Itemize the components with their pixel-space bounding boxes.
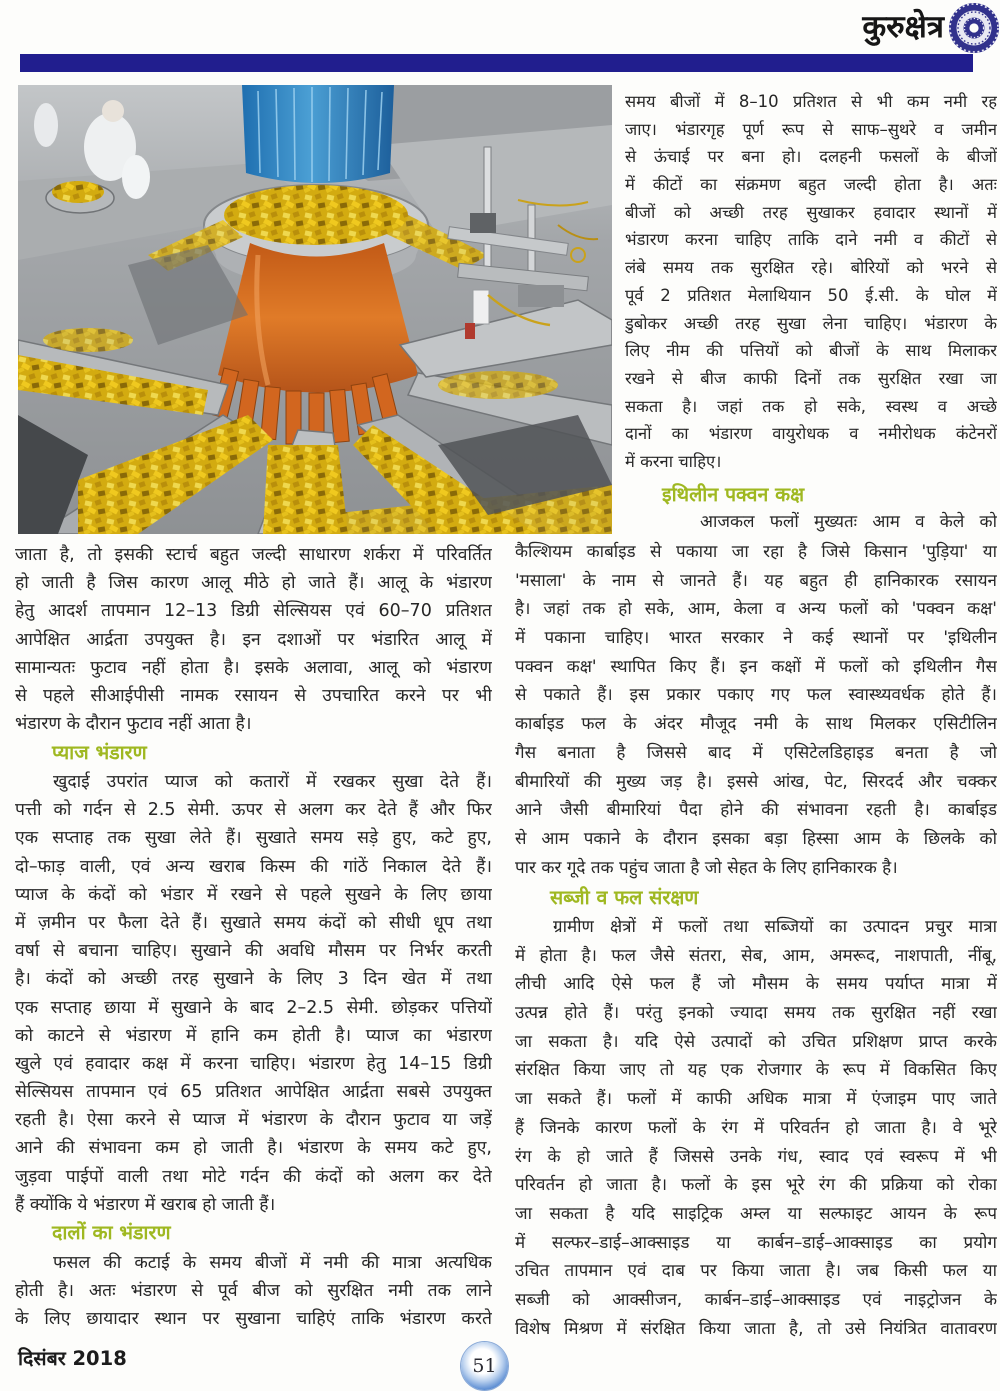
potato-storage-paragraph: जाता है, तो इसकी स्टार्च बहुत जल्दी साधारण शर्करा में परिवर्तित हो जाती है जिस कारण आलू मीठे हो जाते हैं। आलू के भंडारण हेतु आदर्श तापमान 12–13 डिग्री सेल्सियस एवं 60–70 प्रतिशत आपेक्षित आर्द्रता उपयुक्त है। इन दशाओं पर भंडारित आलू में सामान्यतः फुटाव नहीं होता है। इसके अलावा, आलू को भंडारण से पहले सीआईपीसी नामक रसायन से उपचारित करने पर भी भंडारण के दौरान फुटाव नहीं आता है।	[15, 545, 492, 735]
preservation-paragraph: ग्रामीण क्षेत्रों में फलों तथा सब्जियों का उत्पादन प्रचुर मात्रा में होता है। फल जैसे संतरा, सेब, आम, अमरूद, नाशपाती, नींबू, लीची आदि ऐसे फल हैं जो मौसम के समय पर्याप्त मात्रा में उत्पन्न होते हैं। परंतु इनको ज्यादा समय तक सुरक्षित नहीं रखा जा सकता है। यदि ऐसे उत्पादों को उचित प्रशिक्षण प्राप्त करके संरक्षित किया जाए तो यह एक रोजगार के रूप में विकसित किए जा सकते हैं। फलों में काफी अधिक मात्रा में एंजाइम पाए जाते हैं जिनके कारण फलों के रंग में परिवर्तन हो जाता है। वे भूरे रंग के हो जाते हैं जिससे उनके गंध, स्वाद एवं स्वरूप में भी परिवर्तन हो जाता है। फलों के इस भूरे रंग की प्रक्रिया को रोका जा सकता है यदि साइट्रिक अम्ल या सल्फाइट आयन के रूप में सल्फर–डाई–आक्साइड या कार्बन–डाई–आक्साइड का प्रयोग उचित तापमान एवं दाब पर किया जाता है। जब किसी फल या सब्जी को आक्सीजन, कार्बन–डाई–आक्साइड एवं नाइट्रोजन के विशेष मिश्रण में संरक्षित किया जाता है, तो उसे नियंत्रित वातावरण	[515, 917, 997, 1339]
fruit-veg-preservation-heading: सब्जी व फल संरक्षण	[550, 886, 699, 909]
header-accent-bar	[20, 54, 973, 72]
red-tag	[465, 323, 475, 339]
page-number: 51	[472, 1355, 497, 1377]
kurukshetra-emblem-icon	[948, 1, 1000, 55]
pulses-storage-heading: दालों का भंडारण	[52, 1221, 171, 1244]
seed-storage-paragraph: समय बीजों में 8–10 प्रतिशत से भी कम नमी रह जाए। भंडारगृह पूर्ण रूप से साफ–सुथरे व जमीन से ऊंचाई पर बना हो। दलहनी फसलों के बीजों में कीटों का संक्रमण बहुत जल्दी होता है। अतः बीजों को अच्छी तरह सुखाकर हवादार स्थानों में भंडारण करना चाहिए ताकि दाने नमी व कीटों से लंबे समय तक सुरक्षित रहे। बोरियों को भरने से पूर्व 2 प्रतिशत मेलाथियान 50 ई.सी. के घोल में डुबोकर अच्छी तरह सुखा लेना चाहिए। भंडारण के लिए नीम की पत्तियों को बीजों के साथ मिलाकर रखने से बीज काफी दिनों तक सुरक्षित रखा जा सकता है। जहां तक हो सके, स्वस्थ व अच्छे दानों का भंडारण वायुरोधक व नमीरोधक कंटेनरों में करना चाहिए।	[625, 92, 997, 471]
onion-storage-heading: प्याज भंडारण	[52, 741, 147, 764]
ethylene-paragraph: कैल्शियम कार्बाइड से पकाया जा रहा है जिसे किसान 'पुड़िया' या 'मसाला' के नाम से जानते हैं। यह बहुत ही हानिकारक रसायन है। जहां तक हो सके, आम, केला व अन्य फलों को 'पक्वन कक्ष' में पकाना चाहिए। भारत सरकार ने कई स्थानों पर 'इथिलीन पक्वन कक्ष' स्थापित किए हैं। इन कक्षों में फलों को इथिलीन गैस से पकाते हैं। इस प्रकार पकाए गए फल स्वास्थ्यवर्धक होते हैं। कार्बाइड फल के अंदर मौजूद नमी के साथ मिलकर एसिटीलिन गैस बनाता है जिससे बाद में एसिटेलडिहाइड बनता है जो बीमारियों की मुख्य जड़ है। इससे आंख, पेट, सिरदर्द और चक्कर आने जैसी बीमारियां पैदा होने की संभावना रहती है। कार्बाइड से आम पकाने के दौरान इसका बड़ा हिस्सा आम के छिलके को पार कर गूदे तक पहुंच जाता है जो सेहत के लिए हानिकारक है।	[515, 542, 997, 878]
page-number-badge	[461, 1342, 508, 1390]
pulses-storage-paragraph: फसल की कटाई के समय बीजों में नमी की मात्रा अत्यधिक होती है। अतः भंडारण से पूर्व बीज को सुरक्षित नमी तक लाने के लिए छायादार स्थान पर सुखाना चाहिएं ताकि भंडारण करते	[15, 1253, 492, 1330]
blue-hopper	[242, 85, 394, 183]
onion-storage-paragraph: खुदाई उपरांत प्याज को कतारों में रखकर सुखा देते हैं। पत्ती को गर्दन से 2.5 सेमी. ऊपर से अलग कर देते हैं और फिर एक सप्ताह तक सुखा लेते हैं। सुखाते समय सड़े हुए, कटे हुए, दो–फाड़ वाली, एवं अन्य खराब किस्म की गांठें निकाल देते हैं। प्याज के कंदों को भंडार में रखने से पहले सुखने के लिए छाया में ज़मीन पर फैला देते हैं। सुखाते समय कंदों को सीधी धूप तथा वर्षा से बचाना चाहिए। सुखाने की अवधि मौसम पर निर्भर करती है। कंदों को अच्छी तरह सुखाने के लिए 3 दिन खेत में तथा एक सप्ताह छाया में सुखाने के बाद 2–2.5 सेमी. छोड़कर पत्तियों को काटने से भंडारण में हानि कम होती है। प्याज का भंडारण खुले एवं हवादार कक्ष में करना चाहिए। भंडारण हेतु 14–15 डिग्री सेल्सियस तापमान एवं 65 प्रतिशत आपेक्षित आर्द्रता सबसे उपयुक्त रहती है। ऐसा करने से प्याज में भंडारण के दौरान फुटाव या जड़ें आने की संभावना कम हो जाती है। भंडारण के समय कटे हुए, जुड़वा पाईपों वाली तथा मोटे गर्दन की कंदों को अलग कर देते हैं क्योंकि ये भंडारण में खराब हो जाती हैं।	[15, 772, 492, 1215]
magazine-title: कुरुक्षेत्र	[862, 9, 944, 45]
ethylene-paragraph-intro: आजकल फलों मुख्यतः आम व केले को	[700, 512, 997, 532]
issue-date: दिसंबर 2018	[18, 1347, 127, 1370]
ethylene-chamber-heading: इथिलीन पक्वन कक्ष	[662, 483, 805, 506]
article-photo	[18, 85, 612, 534]
orange-cone	[212, 243, 418, 446]
